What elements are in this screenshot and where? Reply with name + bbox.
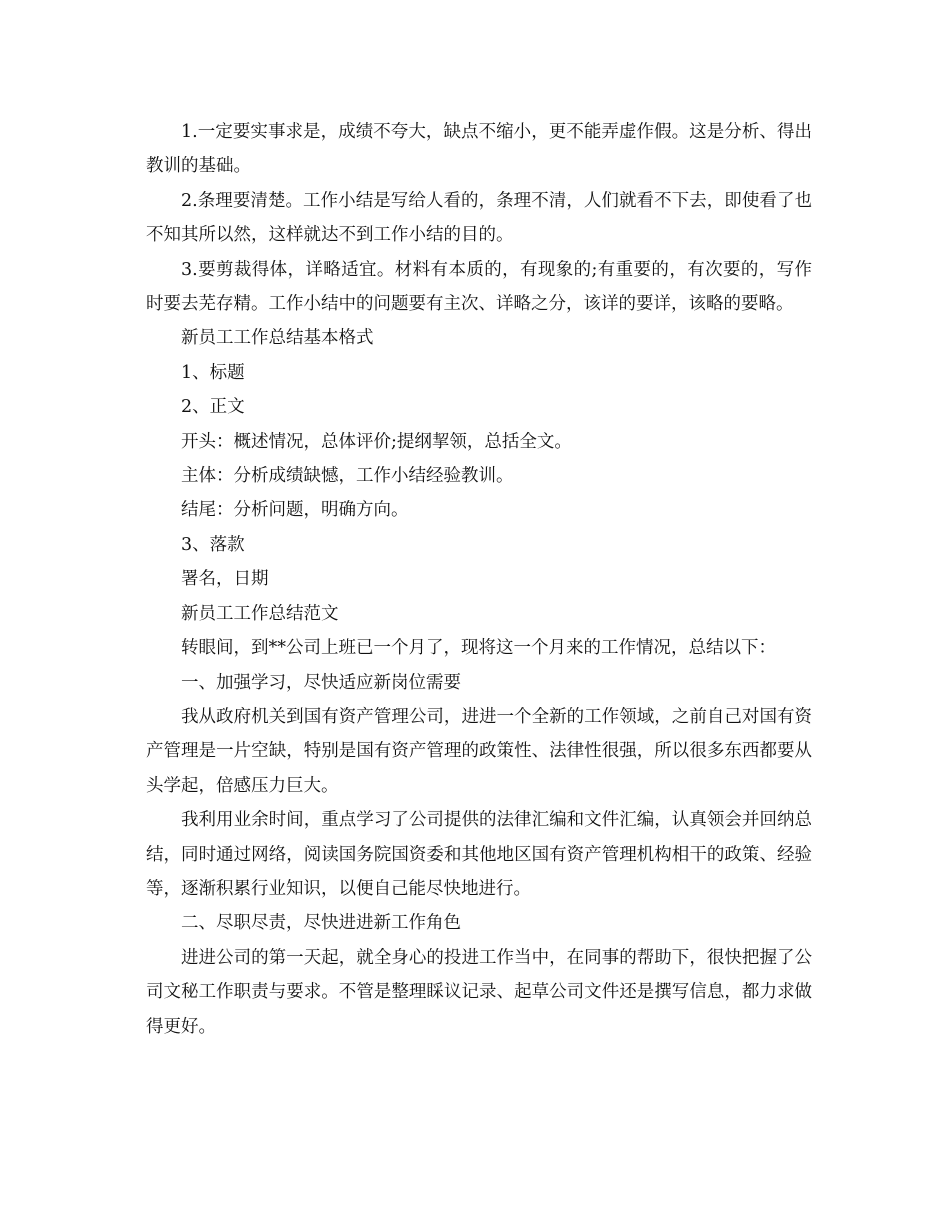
sample-heading-2: 二、尽职尽责，尽快进进新工作角色: [181, 913, 461, 934]
format-item-signature: 3、落款: [181, 534, 245, 555]
sample-paragraph-3: 进进公司的第一天起，就全身心的投进工作当中，在同事的帮助下，很快把握了公司文秘工作职责与要求。不管是整理睬议记录、起草公司文件还是撰写信息，都力求做得更好。: [146, 947, 812, 1037]
paragraph-2: 2.条理要清楚。工作小结是写给人看的，条理不清，人们就看不下去，即使看了也不知其所以然，这样就达不到工作小结的目的。: [146, 190, 812, 246]
sample-paragraph-2: 我利用业余时间，重点学习了公司提供的法律汇编和文件汇编，认真领会并回纳总结，同时通过网络，阅读国务院国资委和其他地区国有资产管理机构相干的政策、经验等，逐渐积累行业知识，以便自己能尽快地进行。: [146, 810, 812, 899]
sample-paragraph-1: 我从政府机关到国有资产管理公司，进进一个全新的工作领域，之前自己对国有资产管理是一片空缺，特别是国有资产管理的政策性、法律性很强，所以很多东西都要从头学起，倍感压力巨大。: [146, 706, 812, 796]
format-body-opening: 开头：概述情况，总体评价;提纲挈领，总括全文。: [181, 431, 572, 452]
format-signature-detail: 署名，日期: [181, 569, 269, 590]
section-heading-sample: 新员工工作总结范文: [181, 603, 339, 624]
format-item-title: 1、标题: [181, 362, 245, 383]
paragraph-3: 3.要剪裁得体，详略适宜。材料有本质的，有现象的;有重要的，有次要的，写作时要去芜存精。工作小结中的问题要有主次、详略之分，该详的要详，该略的要略。: [146, 259, 812, 315]
paragraph-1: 1.一定要实事求是，成绩不夸大，缺点不缩小，更不能弄虚作假。这是分析、得出教训的基础。: [146, 122, 812, 177]
sample-heading-1: 一、加强学习，尽快适应新岗位需要: [181, 672, 461, 693]
format-item-body: 2、正文: [181, 397, 245, 418]
format-body-main: 主体：分析成绩缺憾，工作小结经验教训。: [181, 466, 514, 487]
sample-intro: 转眼间，到**公司上班已一个月了，现将这一个月来的工作情况，总结以下：: [181, 638, 776, 659]
section-heading-format: 新员工工作总结基本格式: [181, 328, 374, 349]
document-body: [146, 115, 812, 1044]
format-body-ending: 结尾：分析问题，明确方向。: [181, 500, 409, 521]
